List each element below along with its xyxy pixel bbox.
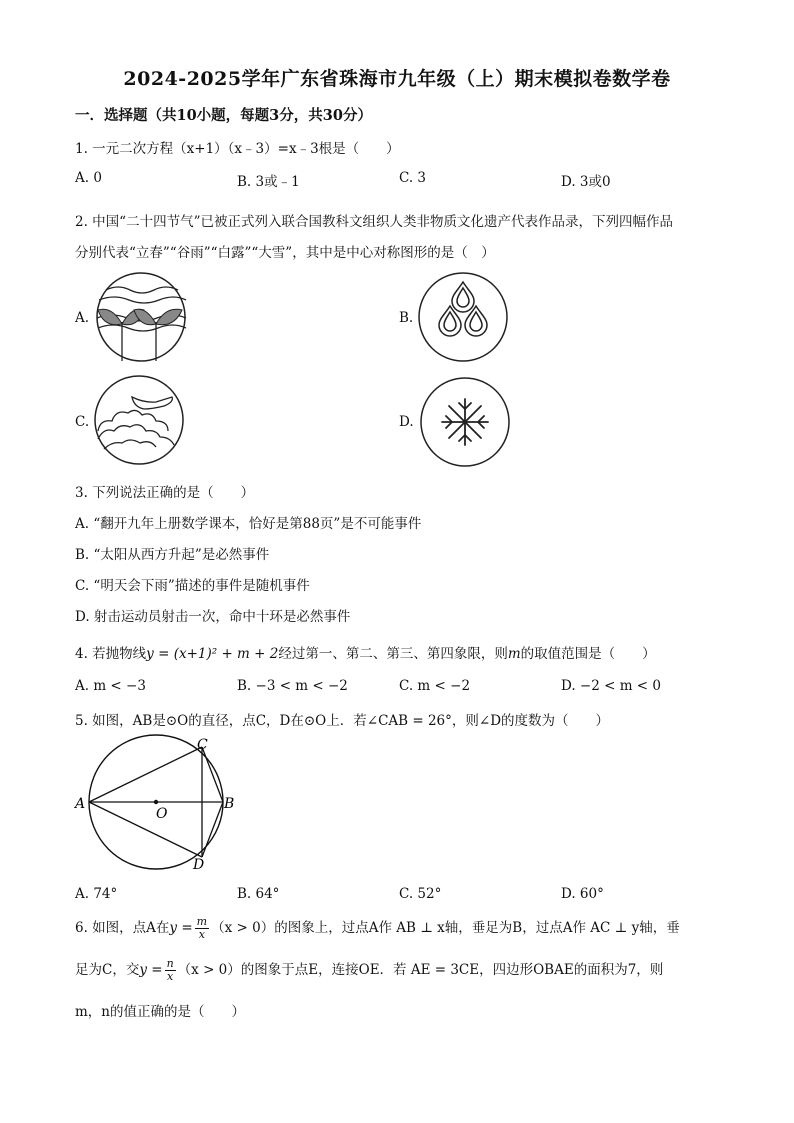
q6-l2-fraction <box>165 958 176 983</box>
q2-option-a: A. <box>75 310 90 326</box>
q4-option-c: C. m < −2 <box>399 678 471 694</box>
q1-option-d: D. 3或0 <box>561 174 611 190</box>
q4-stem-end: 的取值范围是（ ） <box>520 646 656 662</box>
point-label-c: C <box>197 737 208 753</box>
q2-stem-line2: 分别代表“立春”“谷雨”“白露”“大雪”，其中是中心对称图形的是（ ） <box>75 245 495 261</box>
q6-l2-pre: 足为C，交 <box>75 962 140 978</box>
page-title: 2024-2025学年广东省珠海市九年级（上）期末模拟卷数学卷 <box>123 68 671 90</box>
section-heading: 一．选择题（共10小题，每题3分，共30分） <box>75 107 372 124</box>
q6-l1-frac-den: x <box>198 928 205 941</box>
q3-stem: 3. 下列说法正确的是（ ） <box>75 485 255 501</box>
q3-option-c: C. “明天会下雨”描述的事件是随机事件 <box>75 578 310 594</box>
q1-option-a: A. 0 <box>75 170 102 186</box>
q5-option-d: D. 60° <box>561 886 604 902</box>
q6-stem-line3: m，n的值正确的是（ ） <box>75 1004 245 1020</box>
q4-option-a: A. m < −3 <box>75 678 146 694</box>
q4-formula: y = (x+1)² + m + 2 <box>146 646 279 662</box>
q6-l2-frac-den: x <box>167 970 174 983</box>
q5-option-b: B. 64° <box>237 886 280 902</box>
q1-option-b: B. 3或﹣1 <box>237 174 300 190</box>
q3-option-d: D. 射击运动员射击一次，命中十环是必然事件 <box>75 609 351 625</box>
q1-option-c: C. 3 <box>399 170 427 186</box>
dew-emblem <box>94 375 184 465</box>
circle-diagram <box>72 732 242 874</box>
q2-option-c: C. <box>75 414 90 430</box>
q4-stem-post: 经过第一、第二、第三、第四象限，则 <box>278 646 508 662</box>
q4-option-d: D. −2 < m < 0 <box>561 678 662 694</box>
q5-option-c: C. 52° <box>399 886 442 902</box>
spring-emblem <box>94 272 188 362</box>
q6-stem-line2 <box>75 958 663 983</box>
q4-variable: m <box>507 646 521 662</box>
rain-emblem <box>418 272 508 362</box>
q6-l1-post: （x > 0）的图象上，过点A作 AB ⊥ x轴，垂足为B，过点A作 AC ⊥ y轴，垂 <box>211 920 680 936</box>
q4-stem <box>75 642 656 662</box>
q5-option-a: A. 74° <box>75 886 118 902</box>
q1-stem: 1. 一元二次方程（x+1）（x﹣3）=x﹣3根是（ ） <box>75 141 400 157</box>
q3-option-b: B. “太阳从西方升起”是必然事件 <box>75 547 270 563</box>
point-label-d: D <box>193 857 205 873</box>
q6-l1-frac-num: m <box>196 915 208 928</box>
q6-stem-line1 <box>75 916 680 941</box>
q2-option-b: B. <box>399 310 414 326</box>
q2-stem-line1: 2. 中国“二十四节气”已被正式列入联合国教科文组织人类非物质文化遗产代表作品录，下列四幅作品 <box>75 214 673 230</box>
q5-stem: 5. 如图，AB是⊙O的直径，点C，D在⊙O上．若∠CAB = 26°，则∠D的度数为（ ） <box>75 713 610 729</box>
point-label-a: A <box>75 796 86 812</box>
q6-l2-frac-num: n <box>166 957 174 970</box>
q6-l2-post: （x > 0）的图象于点E，连接OE．若 AE = 3CE，四边形OBAE的面积为7，则 <box>177 962 664 978</box>
point-label-b: B <box>224 796 235 812</box>
q6-l2-y: y = <box>139 962 163 978</box>
point-label-o: O <box>156 806 168 822</box>
q4-stem-pre: 4. 若抛物线 <box>75 646 147 662</box>
q2-option-d: D. <box>399 414 414 430</box>
q6-l1-pre: 6. 如图，点A在 <box>75 920 170 936</box>
q6-l1-fraction <box>195 916 209 941</box>
q4-option-b: B. −3 < m < −2 <box>237 678 348 694</box>
q6-l1-y: y = <box>169 920 193 936</box>
snow-emblem <box>420 377 510 467</box>
q3-option-a: A. “翻开九年上册数学课本，恰好是第88页”是不可能事件 <box>75 516 422 532</box>
